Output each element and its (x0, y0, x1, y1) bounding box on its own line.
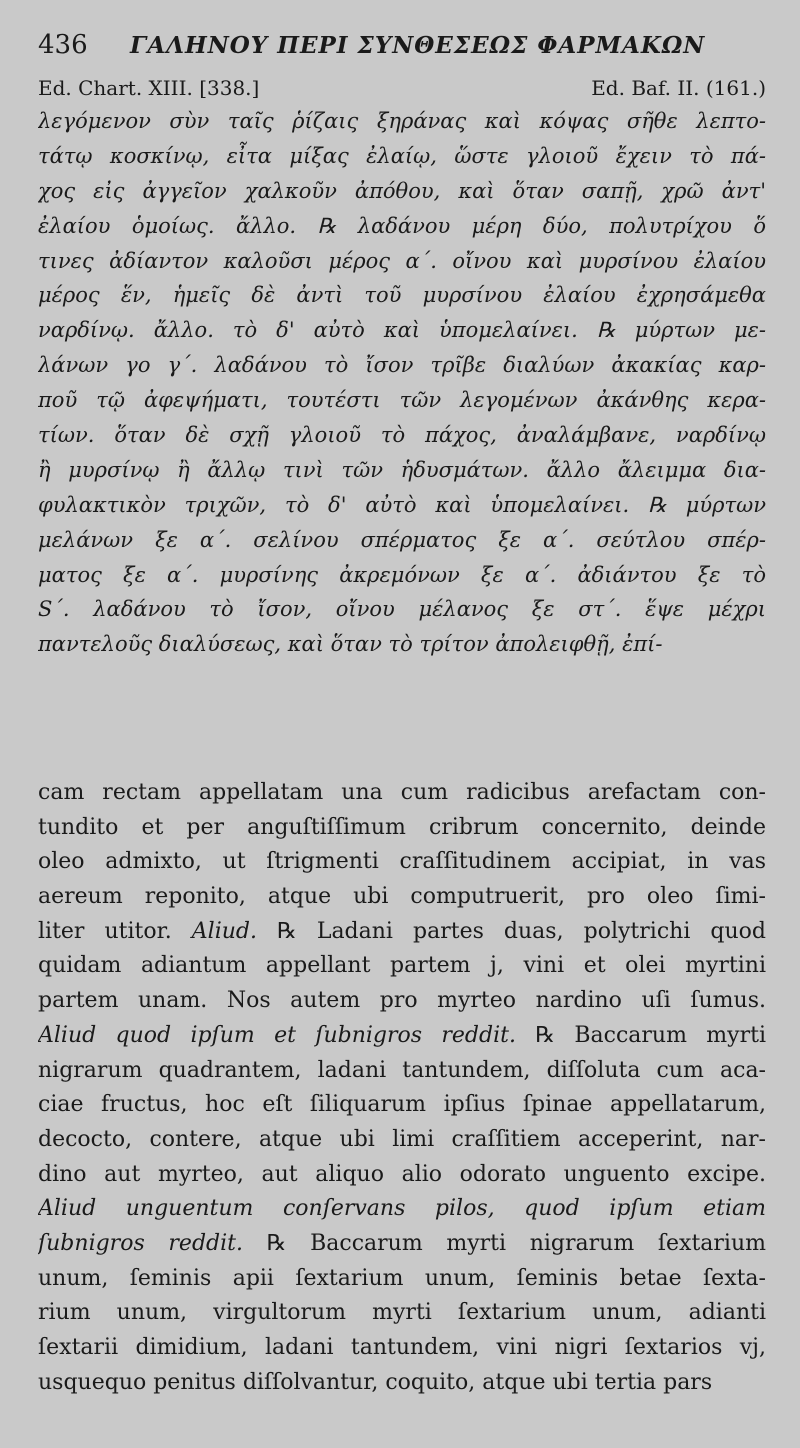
latin-text-segment: usquequo penitus diſſolvantur, coquito, atque ubi tertia pars (38, 1369, 713, 1395)
greek-text-line: τίων. ὅταν δὲ σχῇ γλοιοῦ τὸ πάχος, ἀναλάμβανε, ναρδίνῳ (38, 423, 766, 448)
edition-reference-line (38, 76, 766, 104)
greek-text-block (38, 104, 766, 662)
latin-text-line (38, 811, 766, 846)
latin-text-segment: cam rectam appellatam una cum radicibus arefactam con- (38, 780, 766, 805)
page-header (38, 30, 778, 66)
latin-italic-heading: Aliud unguentum conſervans pilos, quod ipſum etiam (38, 1196, 766, 1222)
greek-text-line: παντελοῦς διαλύσεως, καὶ ὅταν τὸ τρίτον ἀπολειφθῇ, ἐπί- (38, 632, 663, 657)
latin-text-segment: partem unam. Nos autem pro myrteo nardino uſi ſumus. (38, 988, 766, 1014)
latin-text-segment: liter utitor. (38, 918, 192, 944)
latin-text-line (38, 1019, 766, 1054)
greek-text-line: ματος ξε α΄. μυρσίνης ἀκρεμόνων ξε α΄. ἀδιάντου ξε τὸ (38, 562, 766, 587)
latin-text-line (38, 949, 766, 984)
greek-text-line: λάνων γο γ΄. λαδάνου τὸ ἴσον τρῖβε διαλύων ἀκακίας καρ- (38, 353, 766, 378)
page-number: 436 (38, 30, 88, 60)
latin-text-segment: unum, ſeminis apii ſextarium unum, ſeminis betae ſexta- (38, 1265, 766, 1291)
latin-text-line (38, 984, 766, 1019)
greek-text-line: μέρος ἕν, ἡμεῖς δὲ ἀντὶ τοῦ μυρσίνου ἐλαίου ἐχρησάμεθα (38, 283, 766, 308)
edition-chartier-ref: Ed. Chart. XIII. [338.] (38, 76, 260, 100)
latin-text-line (38, 776, 766, 811)
latin-text-line (38, 1192, 766, 1227)
greek-text-line: φυλακτικὸν τριχῶν, τὸ δ' αὐτὸ καὶ ὑπομελαίνει. ℞ μύρτων (38, 492, 766, 517)
latin-text-line (38, 1158, 766, 1193)
latin-text-line (38, 1123, 766, 1158)
latin-text-segment: ℞ Ladani partes duas, polytrichi quod (257, 918, 766, 944)
latin-text-segment: decocto, contere, atque ubi limi craſſitiem acceperint, nar- (38, 1126, 766, 1152)
latin-text-segment: rium unum, virgultorum myrti ſextarium unum, adianti (38, 1300, 766, 1326)
latin-text-segment: ℞ Baccarum myrti (515, 1022, 766, 1048)
greek-text-line: μελάνων ξε α΄. σελίνου σπέρματος ξε α΄. σεύτλου σπέρ- (38, 527, 766, 552)
latin-text-segment: nigrarum quadrantem, ladani tantundem, diſſoluta cum aca- (38, 1057, 766, 1083)
greek-text-line: τινες ἀδίαντον καλοῦσι μέρος α΄. οἴνου καὶ μυρσίνου ἐλαίου (38, 248, 766, 273)
latin-text-line (38, 880, 766, 915)
latin-text-segment: tundito et per anguſtiſſimum cribrum concernito, deinde (38, 814, 766, 840)
greek-text-line: ναρδίνῳ. ἄλλο. τὸ δ' αὐτὸ καὶ ὑπομελαίνει. ℞ μύρτων με- (38, 318, 766, 343)
latin-text-line (38, 1262, 766, 1297)
latin-text-segment: oleo admixto, ut ſtrigmenti craſſitudinem accipiat, in vas (38, 849, 766, 875)
edition-basel-ref: Ed. Baf. II. (161.) (591, 76, 766, 100)
latin-text-line (38, 1366, 766, 1401)
latin-text-line (38, 1296, 766, 1331)
greek-text-line: λεγόμενον σὺν ταῖς ῥίζαις ξηράνας καὶ κόψας σῆθε λεπτο- (38, 109, 766, 133)
running-title: ΓΑΛΗΝΟΥ ΠΕΡΙ ΣΥΝΘΕΣΕΩΣ ΦΑΡΜΑΚΩΝ (130, 32, 706, 59)
latin-text-line (38, 1088, 766, 1123)
latin-italic-heading: Aliud quod ipſum et ſubnigros reddit. (38, 1022, 516, 1048)
greek-text-line: ποῦ τῷ ἀφεψήματι, τουτέστι τῶν λεγομένων ἀκάνθης κερα- (38, 388, 766, 413)
latin-text-segment: ℞ Baccarum myrti nigrarum ſextarium (243, 1230, 766, 1256)
greek-text-line: ἢ μυρσίνῳ ἢ ἄλλῳ τινὶ τῶν ἡδυσμάτων. ἄλλο ἄλειμμα δια- (38, 457, 766, 482)
latin-italic-heading: Aliud. (191, 918, 257, 944)
latin-text-segment: quidam adiantum appellant partem j, vini et olei myrtini (38, 953, 766, 979)
latin-text-line (38, 1331, 766, 1366)
greek-text-line: χος εἰς ἀγγεῖον χαλκοῦν ἀπόθου, καὶ ὅταν σαπῇ, χρῶ ἀντ' (38, 178, 766, 203)
latin-text-line (38, 1227, 766, 1262)
latin-text-line (38, 1054, 766, 1089)
latin-text-segment: ſextarii dimidium, ladani tantundem, vini nigri ſextarios vj, (38, 1335, 766, 1360)
greek-text-line: S΄. λαδάνου τὸ ἴσον, οἴνου μέλανος ξε στ΄. ἕψε μέχρι (38, 597, 766, 622)
greek-text-line: τάτῳ κοσκίνῳ, εἶτα μίξας ἐλαίῳ, ὥστε γλοιοῦ ἔχειν τὸ πά- (38, 143, 766, 168)
latin-text-block (38, 776, 766, 1400)
latin-text-segment: ciae fructus, hoc eſt ſiliquarum ipſius ſpinae appellatarum, (38, 1092, 766, 1118)
greek-text-line: ἐλαίου ὁμοίως. ἄλλο. ℞ λαδάνου μέρη δύο, πολυτρίχου ὅ (38, 213, 766, 238)
latin-text-segment: dino aut myrteo, aut aliquo alio odorato unguento excipe. (38, 1161, 766, 1187)
latin-italic-heading: ſubnigros reddit. (38, 1230, 243, 1256)
latin-text-line (38, 915, 766, 950)
latin-text-line (38, 845, 766, 880)
latin-text-segment: aereum reponito, atque ubi computruerit, pro oleo ſimi- (38, 884, 766, 910)
